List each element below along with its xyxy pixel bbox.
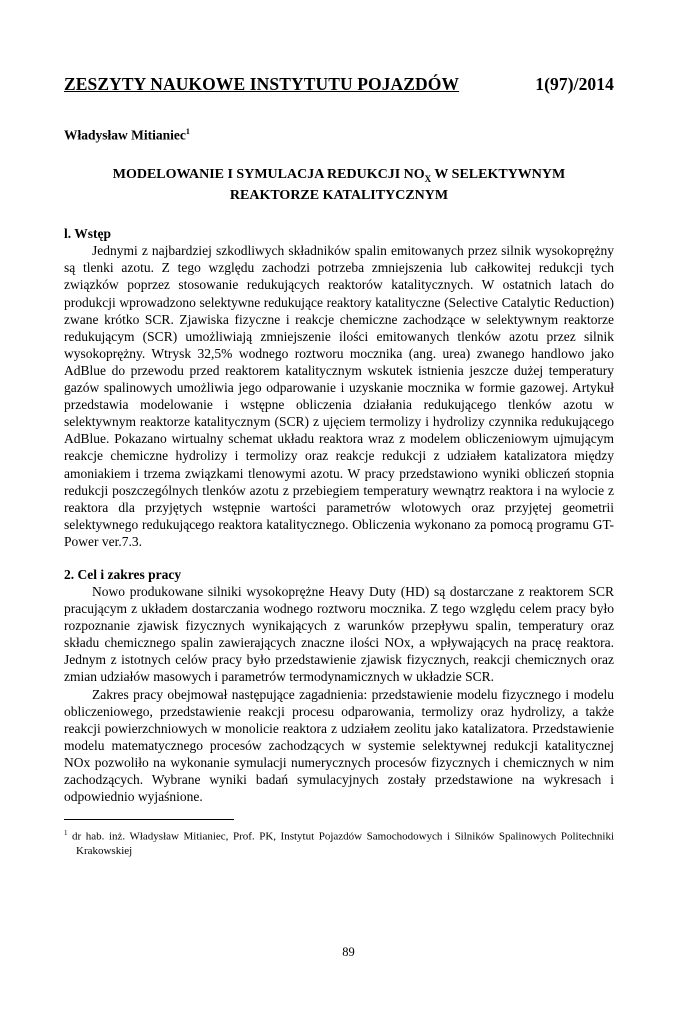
journal-issue: 1(97)/2014 — [535, 74, 614, 94]
title-part1: MODELOWANIE I SYMULACJA REDUKCJI NO — [112, 166, 425, 182]
paragraph: Zakres pracy obejmował następujące zagadnienia: przedstawienie modelu fizycznego i modelu obliczeniowego, przedstawienie reakcji procesu odparowania, termolizy oraz hydrolizy, a także reakcji powierzchniowych w monolicie reaktora z udziałem zeolitu jako katalizatora. Przedstawienie modelu matematycznego procesów zachodzących w systemie selektywnej redukcji katalitycznej NOx pozwoliło na wykonanie symulacji numerycznych procesów fizycznych i chemicznych w nim zachodzących. Wybrane wyniki badań symulacyjnych zostały przedstawione na wykresach i odpowiednio wyjaśnione. — [64, 686, 614, 805]
footnote-mark: 1 — [64, 829, 68, 838]
section-heading-intro: l. Wstęp — [64, 226, 112, 242]
author-name: Władysław Mitianiec — [64, 127, 186, 143]
page-number: 89 — [342, 945, 355, 959]
journal-title: ZESZYTY NAUKOWE INSTYTUTU POJAZDÓW — [64, 74, 460, 94]
title-part2: W SELEKTYWNYM — [431, 166, 566, 182]
title-line2: REAKTORZE KATALITYCZNYM — [229, 188, 449, 204]
footnote — [64, 826, 614, 858]
footnote-text: dr hab. inż. Władysław Mitianiec, Prof. PK, Instytut Pojazdów Samochodowych i Silników Spalinowych Politechniki Krakowskiej — [67, 830, 614, 857]
footnote-divider — [64, 819, 234, 820]
title-subscript: X — [424, 173, 432, 184]
author-footnote-mark: 1 — [185, 127, 190, 136]
paragraph: Jednymi z najbardziej szkodliwych składników spalin emitowanych przez silnik wysokoprężny są tlenki azotu. Z tego względu zachodzi potrzeba zmniejszenia lub całkowitej redukcji tych związków poprzez stosowanie redukujących reaktorów katalitycznych. W ostatnich latach do produkcji wprowadzono selektywne redukujące reaktory katalityczne (Selective Catalytic Reduction) zwane krótko SCR. Zjawiska fizyczne i reakcje chemiczne zachodzące w selektywnym reaktorze redukującym (SCR) umożliwiają zmniejszenie ilości emitowanych tlenków azotu przez silnik wysokoprężny. Wtrysk 32,5% wodnego roztworu mocznika (ang. urea) zwanego handlowo jako AdBlue do przewodu przed reaktorem katalitycznym wskutek istnienia jeszcze dużej temperatury gazów spalinowych umożliwia jego odparowanie i uzyskanie mocznika w formie gazowej. Artykuł przedstawia modelowanie i wstępne obliczenia działania redukującego tlenków azotu w selektywnym reaktorze katalitycznym (SCR) z ujęciem termolizy i hydrolizy czynnika redukującego AdBlue. Pokazano wirtualny schemat układu reaktora wraz z modelem obliczeniowym ujmującym reakcje chemiczne hydrolizy i termolizy oraz reakcje redukcji z udziałem katalizatora między amoniakiem i trzema związkami tlenowymi azotu. W pracy przedstawiono wyniki obliczeń stopnia redukcji poszczególnych tlenków azotu z przebiegiem temperatury wewnątrz reaktora i na wylocie z reaktora dla przyjętych wstępnie wartości parametrów wlotowych oraz przyjętej geometrii selektywnego redukującego reaktora katalitycznego. Obliczenia wykonano za pomocą programu GT-Power ver.7.3. — [64, 243, 614, 549]
paper-title — [64, 166, 614, 205]
page-body — [64, 74, 614, 858]
author — [64, 127, 614, 144]
section-heading-goal: 2. Cel i zakres pracy — [64, 566, 182, 582]
journal-header — [64, 74, 614, 95]
paragraph: Nowo produkowane silniki wysokoprężne Heavy Duty (HD) są dostarczane z reaktorem SCR pracującym z układem dostarczania wodnego roztworu mocznika. Z tego względu celem pracy było rozpoznanie zjawisk fizycznych wynikających z warunków przepływu spalin, temperatury oraz składu chemicznego spalin zawierających znaczne ilości NOx, a wpływających na pracę reaktora. Jednym z istotnych celów pracy było przedstawienie zjawisk fizycznych, reakcji chemicznych oraz zmian udziałów masowych i parametrów termodynamicznych w układzie SCR. — [64, 583, 614, 685]
